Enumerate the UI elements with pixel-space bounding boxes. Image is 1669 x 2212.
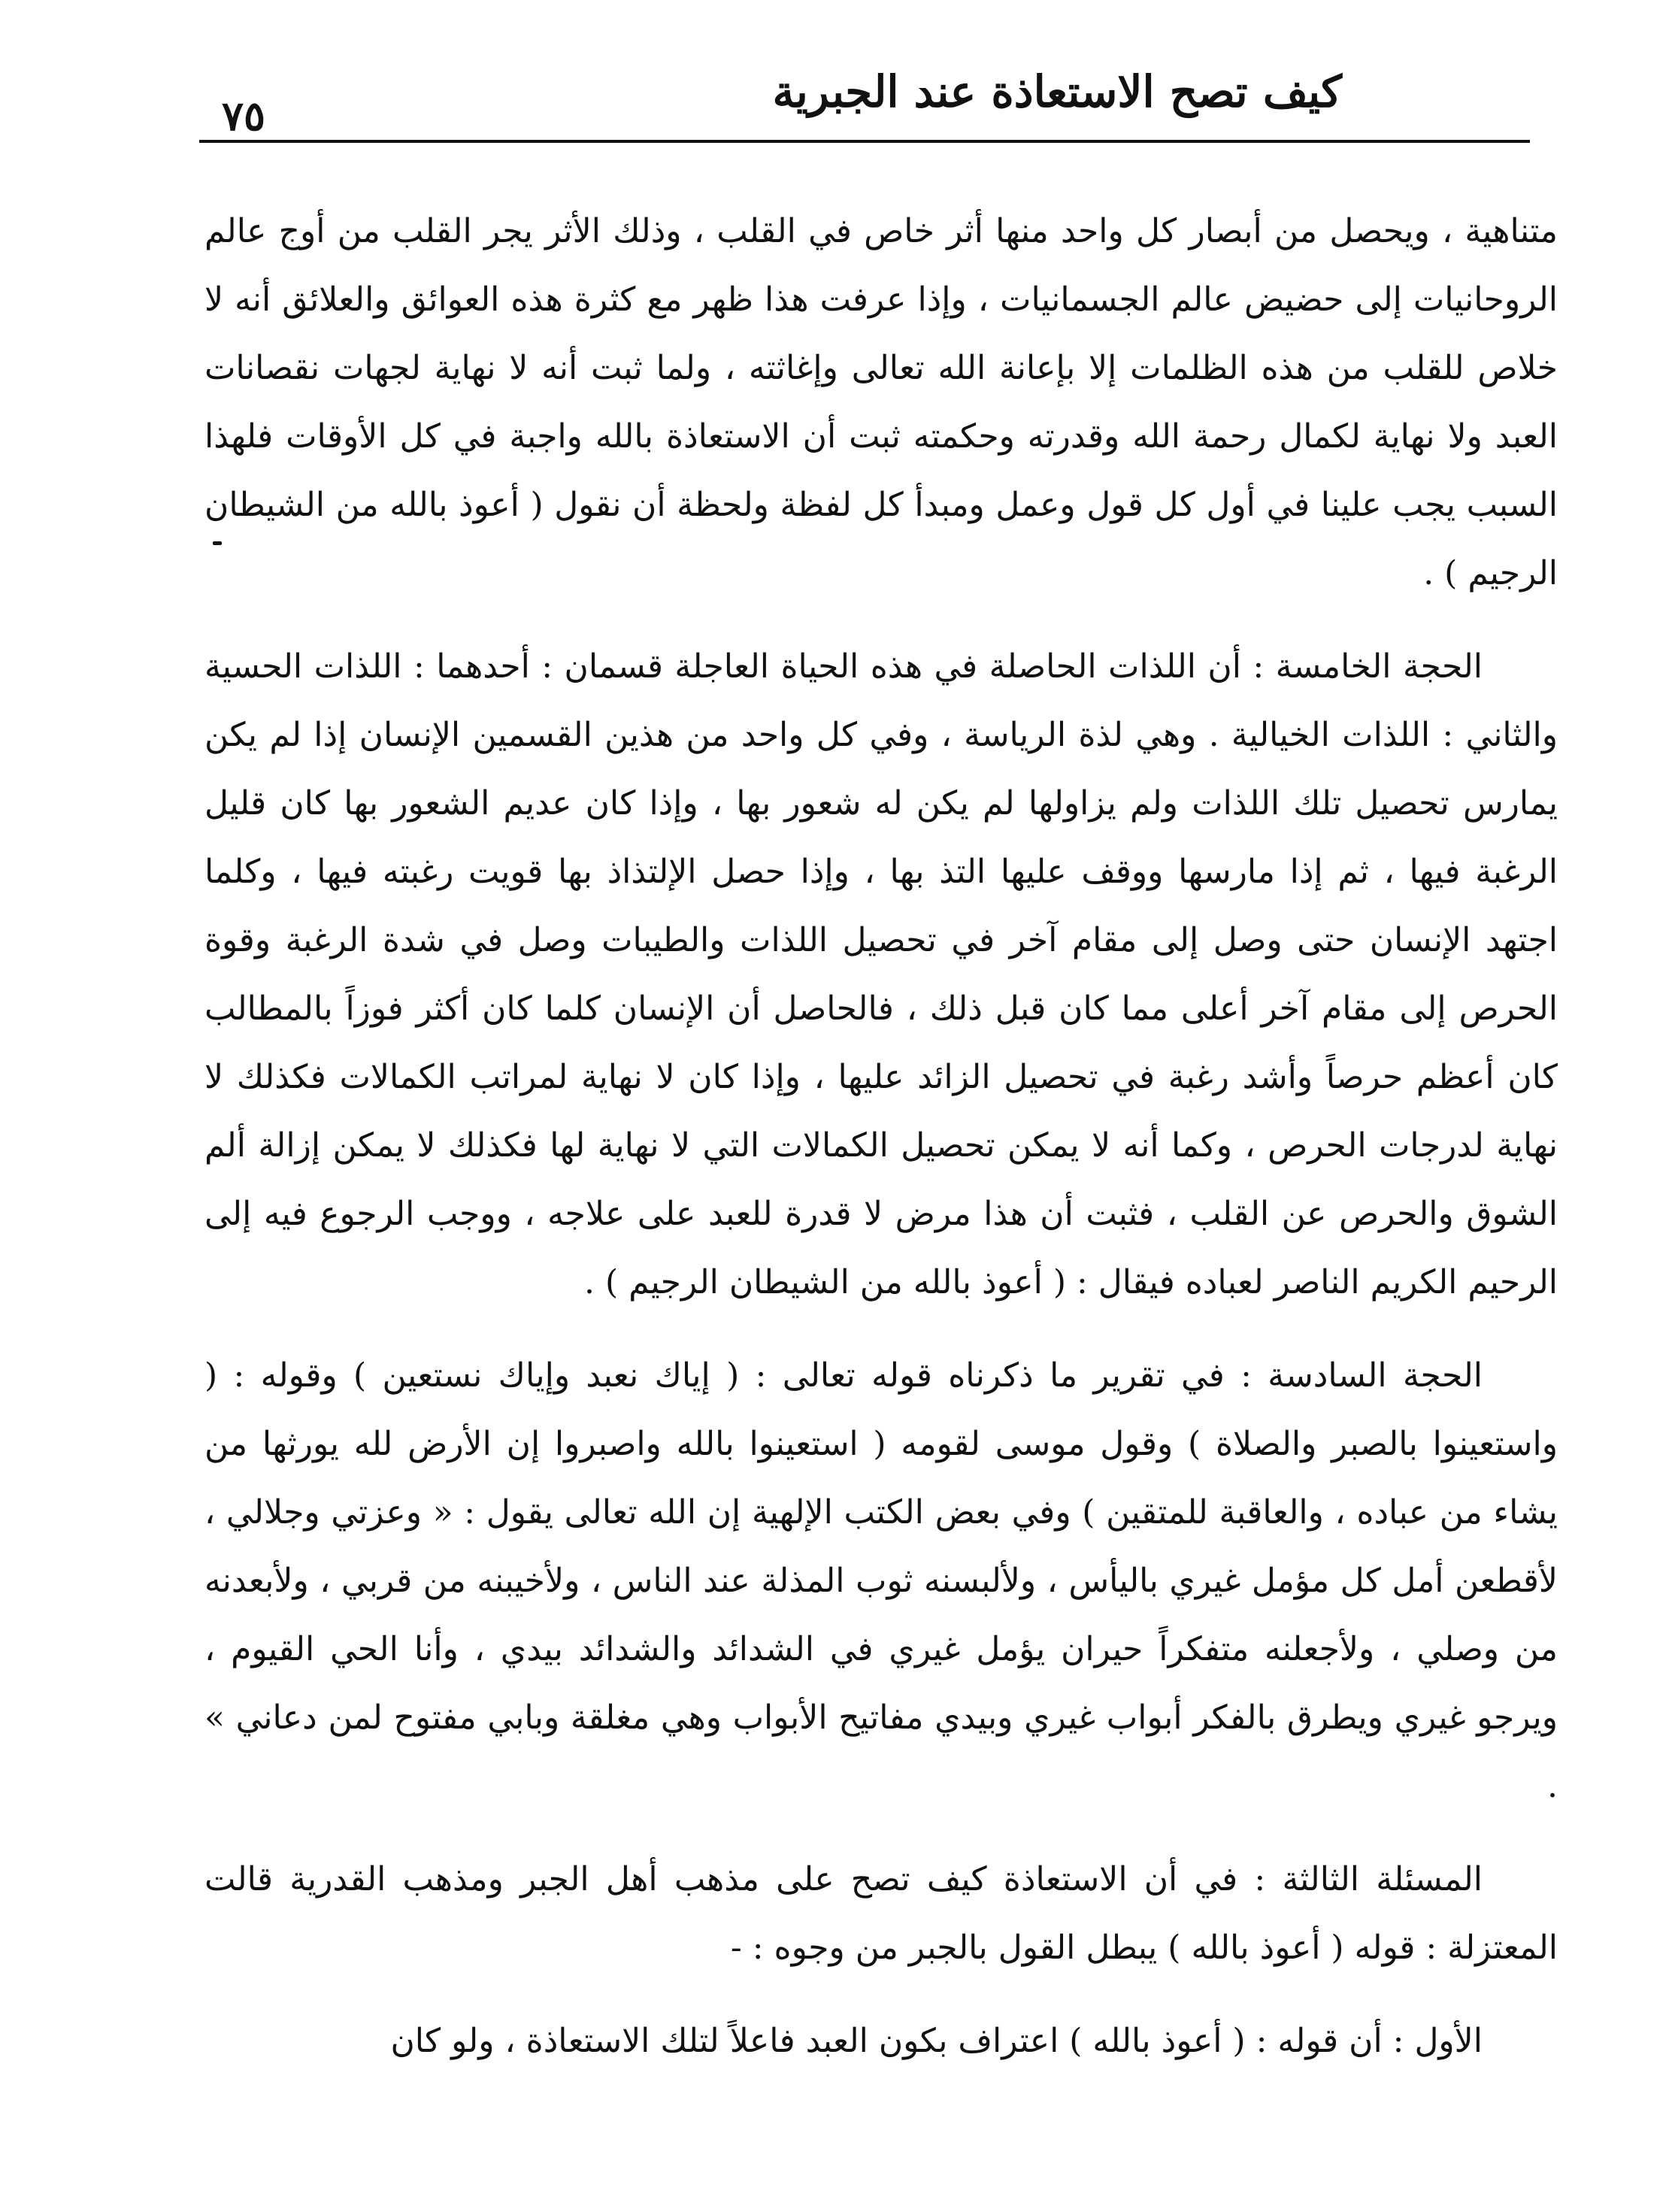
page-number: ٧٥ (222, 92, 266, 140)
paragraph-third-issue: المسئلة الثالثة : في أن الاستعاذة كيف تصح على مذهب أهل الجبر ومذهب القدرية قالت المعتزلة : قوله ( أعوذ بالله ) يبطل القول بالجبر من وجوه : - (204, 1860, 1558, 1967)
header-rule (199, 140, 1530, 143)
paragraph-sixth-argument: الحجة السادسة : في تقرير ما ذكرناه قوله تعالى : ( إياك نعبد وإياك نستعين ) وقوله : ( واستعينوا بالصبر والصلاة ) وقول موسى لقومه ( استعينوا بالله واصبروا إن الأرض لله يورثها من يشاء من عباده ، والعاقبة للمتقين ) وفي بعض الكتب الإلهية إن الله تعالى يقول : « وعزتي وجلالي ، لأقطعن أمل كل مؤمل غيري باليأس ، ولألبسنه ثوب المذلة عند الناس ، ولأخيبنه من قربي ، ولأبعدنه من وصلي ، ولأجعلنه متفكراً حيران يؤمل غيري في الشدائد والشدائد بيدي ، وأنا الحي القيوم ، ويرجو غيري ويطرق بالفكر أبواب غيري وبيدي مفاتيح الأبواب وهي مغلقة وبابي مفتوح لمن دعاني » . (204, 1356, 1558, 1805)
body-text (204, 197, 1558, 2182)
paragraph-fifth-argument: الحجة الخامسة : أن اللذات الحاصلة في هذه الحياة العاجلة قسمان : أحدهما : اللذات الحسية والثاني : اللذات الخيالية . وهي لذة الرياسة ، وفي كل واحد من هذين القسمين الإنسان إذا لم يكن يمارس تحصيل تلك اللذات ولم يزاولها لم يكن له شعور بها ، وإذا كان عديم الشعور بها كان قليل الرغبة فيها ، ثم إذا مارسها ووقف عليها التذ بها ، وإذا حصل الإلتذاذ بها قويت رغبته فيها ، وكلما اجتهد الإنسان حتى وصل إلى مقام آخر في تحصيل اللذات والطيبات وصل في شدة الرغبة وقوة الحرص إلى مقام آخر أعلى مما كان قبل ذلك ، فالحاصل أن الإنسان كلما كان أكثر فوزاً بالمطالب كان أعظم حرصاً وأشد رغبة في تحصيل الزائد عليها ، وإذا كان لا نهاية لمراتب الكمالات فكذلك لا نهاية لدرجات الحرص ، وكما أنه لا يمكن تحصيل الكمالات التي لا نهاية لها فكذلك لا يمكن إزالة ألم الشوق والحرص عن القلب ، فثبت أن هذا مرض لا قدرة للعبد على علاجه ، ووجب الرجوع فيه إلى الرحيم الكريم الناصر لعباده فيقال : ( أعوذ بالله من الشيطان الرجيم ) . (204, 647, 1558, 1301)
paragraph-gap (204, 1317, 1558, 1341)
paragraph-gap (204, 1820, 1558, 1845)
paragraph-first-point: الأول : أن قوله : ( أعوذ بالله ) اعتراف بكون العبد فاعلاً لتلك الاستعاذة ، ولو كان (390, 2022, 1483, 2060)
scan-speck (213, 541, 222, 545)
paragraph-continuation: متناهية ، ويحصل من أبصار كل واحد منها أثر خاص في القلب ، وذلك الأثر يجر القلب من أوج عالم الروحانيات إلى حضيض عالم الجسمانيات ، وإذا عرفت هذا ظهر مع كثرة هذه العوائق والعلائق أنه لا خلاص للقلب من هذه الظلمات إلا بإعانة الله تعالى وإغاثته ، ولما ثبت أنه لا نهاية لجهات نقصانات العبد ولا نهاية لكمال رحمة الله وقدرته وحكمته ثبت أن الاستعاذة بالله واجبة في كل الأوقات فلهذا السبب يجب علينا في أول كل قول وعمل ومبدأ كل لفظة ولحظة أن نقول ( أعوذ بالله من الشيطان الرجيم ) . (204, 212, 1558, 592)
paragraph-gap (204, 1982, 1558, 2007)
paragraph-gap (204, 608, 1558, 632)
running-title: كيف تصح الاستعاذة عند الجبرية (772, 66, 1342, 117)
page-header (199, 53, 1530, 143)
